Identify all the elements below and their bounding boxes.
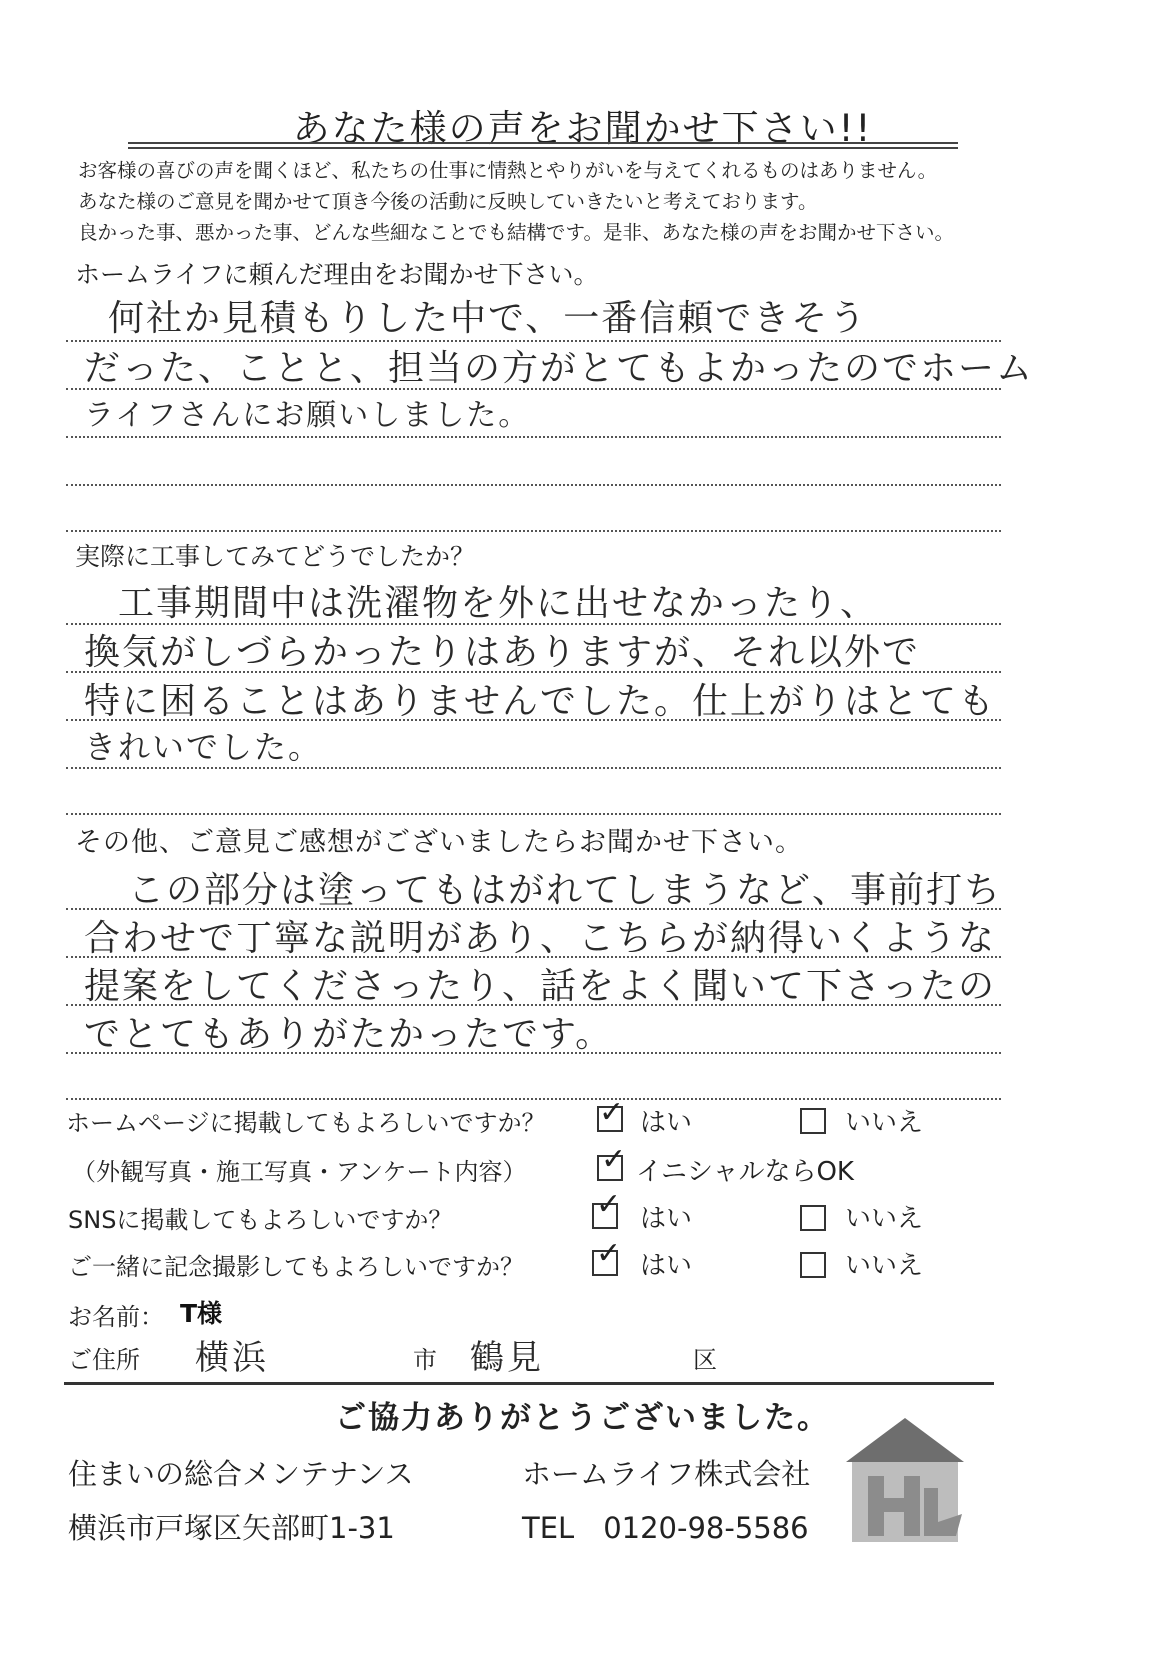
title-underline [128,147,958,149]
homepage-yes-label: はい [640,1108,693,1138]
intro-line: 良かった事、悪かった事、どんな些細なことでも結構です。是非、あなた様の声をお聞かせ下さい。 [78,221,954,244]
address-city-unit: 市 [413,1346,437,1374]
answer-dotted-line [66,436,1001,438]
handwritten-answer-line: 何社か見積もりした中で、一番信頼できそう [108,298,868,339]
name-value: T様 [180,1299,223,1328]
footer-tagline: 住まいの総合メンテナンス [68,1457,414,1491]
sns-yes-label: はい [640,1204,693,1234]
address-ward-unit: 区 [693,1346,717,1374]
intro-line: あなた様のご意見を聞かせて頂き今後の活動に反映していきたいと考えております。 [78,190,818,213]
answer-dotted-line [66,1098,1001,1100]
address-underline [64,1382,994,1385]
check-mark-icon: ✓ [596,1187,622,1222]
question-heading-reason: ホームライフに頼んだ理由をお聞かせ下さい。 [75,260,599,289]
page-title: あなた様の声をお聞かせ下さい!! [292,107,873,150]
answer-dotted-line [66,1052,1001,1054]
title-underline [128,142,958,144]
address-ward-handwritten: 鶴見 [470,1338,544,1378]
footer-tel: TEL 0120-98-5586 [522,1511,809,1545]
answer-dotted-line [66,719,1001,721]
handwritten-answer-line: でとてもありがたかったです。 [84,1014,614,1055]
thanks-message: ご協力ありがとうございました。 [335,1400,830,1436]
check-mark-icon: ✓ [599,1095,625,1130]
company-logo-icon [846,1418,964,1542]
initials-ok-label: イニシャルならOK [636,1157,854,1187]
consent-question-homepage: ホームページに掲載してもよろしいですか？ [66,1109,546,1137]
footer-address: 横浜市戸塚区矢部町1-31 [68,1511,395,1545]
check-mark-icon: ✓ [601,1142,627,1177]
consent-question-sns: SNSに掲載してもよろしいですか？ [68,1206,453,1234]
handwritten-answer-line: 特に困ることはありませんでした。仕上がりはとても [84,681,997,722]
handwritten-answer-line: この部分は塗ってもはがれてしまうなど、事前打ち [128,870,1003,911]
consent-detail-note: （外観写真・施工写真・アンケート内容） [72,1158,527,1186]
handwritten-answer-line: 工事期間中は洗濯物を外に出せなかったり、 [118,583,879,624]
photo-yes-label: はい [640,1251,693,1281]
question-heading-experience: 実際に工事してみてどうでしたか？ [75,542,476,571]
handwritten-answer-line: きれいでした。 [84,728,323,766]
handwritten-answer-line: 換気がしづらかったりはありますが、それ以外で [84,632,921,673]
handwritten-answer-line: 合わせで丁寧な説明があり、こちらが納得いくような [84,918,997,959]
answer-dotted-line [66,767,1001,769]
handwritten-answer-line: だった、ことと、担当の方がとてもよかったのでホーム [84,348,1035,389]
address-label: ご住所 [68,1346,140,1374]
check-mark-icon: ✓ [596,1236,622,1271]
answer-dotted-line [66,813,1001,815]
consent-question-photo: ご一緒に記念撮影してもよろしいですか？ [68,1253,524,1281]
handwritten-answer-line: 提案をしてくださったり、話をよく聞いて下さったの [84,966,997,1007]
answer-dotted-line [66,530,1001,532]
photo-no-label: いいえ [845,1251,924,1281]
logo-roof [846,1418,964,1462]
address-city-handwritten: 横浜 [195,1338,269,1378]
sns-no-label: いいえ [845,1204,924,1234]
name-label: お名前： [68,1303,164,1331]
handwritten-answer-line: ライフさんにお願いしました。 [84,398,531,433]
footer-company-name: ホームライフ株式会社 [522,1457,811,1491]
logo-h-bar [868,1498,920,1512]
sns-no-checkbox[interactable] [800,1205,826,1231]
intro-line: お客様の喜びの声を聞くほど、私たちの仕事に情熱とやりがいを与えてくれるものはありません。 [78,159,938,182]
answer-dotted-line [66,484,1001,486]
question-heading-comments: その他、ご意見ご感想がございましたらお聞かせ下さい。 [75,827,803,858]
photo-no-checkbox[interactable] [800,1252,826,1278]
homepage-no-checkbox[interactable] [800,1108,826,1134]
homepage-no-label: いいえ [845,1108,924,1138]
